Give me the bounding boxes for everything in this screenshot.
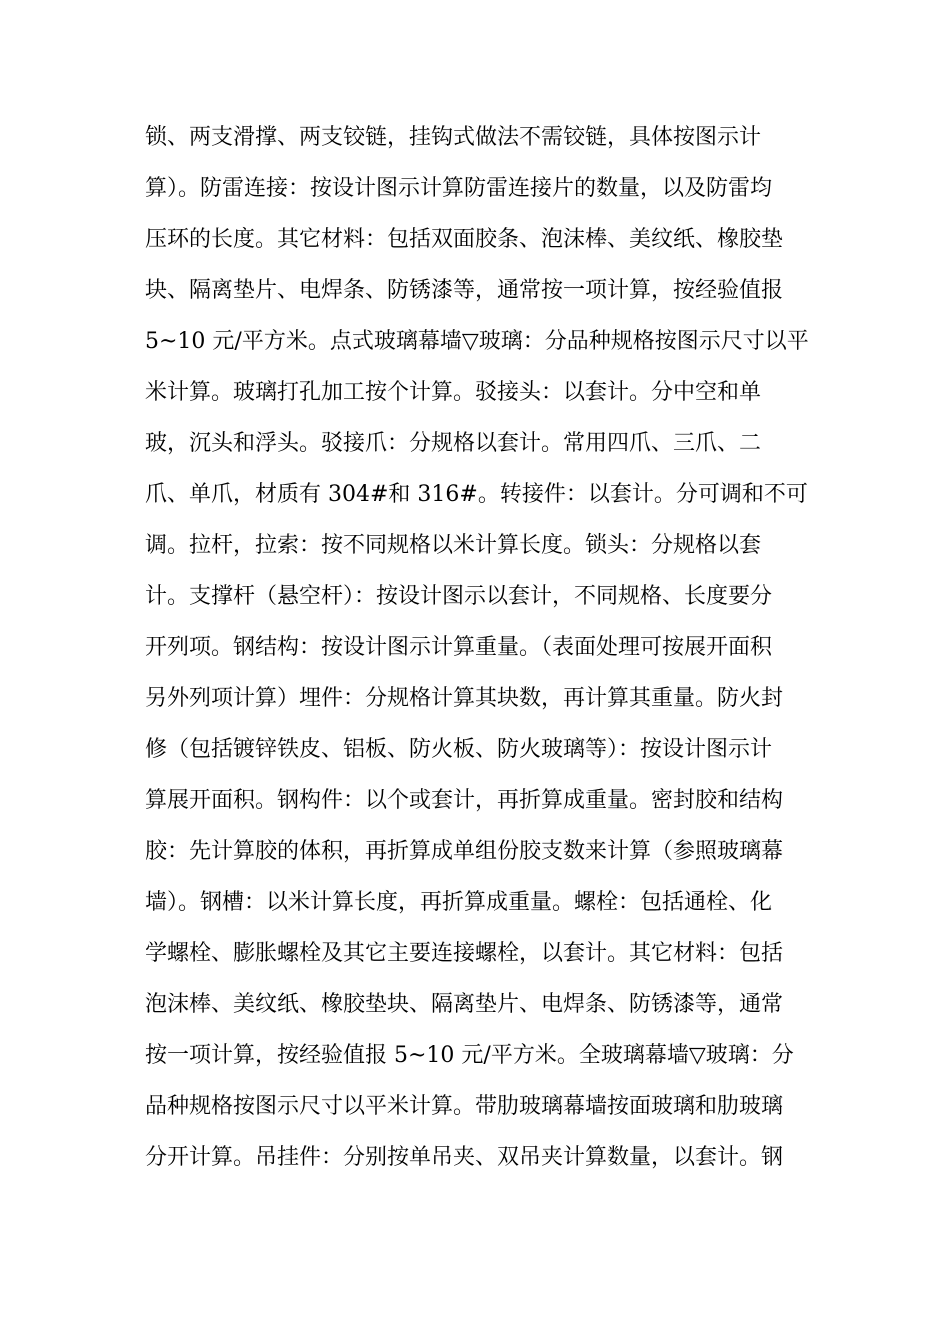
- text-line: 调。拉杆，拉索：按不同规格以米计算长度。锁头：分规格以套: [145, 533, 762, 558]
- text-line: 另外列项计算）埋件：分规格计算其块数，再计算其重量。防火封: [145, 686, 784, 711]
- text-line: 算）。防雷连接：按设计图示计算防雷连接片的数量，以及防雷均: [145, 176, 773, 201]
- body-text: [145, 118, 810, 1189]
- text-line: 品种规格按图示尺寸以平米计算。带肋玻璃幕墙按面玻璃和肋玻璃: [145, 1094, 784, 1119]
- text-line: 学螺栓、膨胀螺栓及其它主要连接螺栓，以套计。其它材料：包括: [145, 941, 784, 966]
- text-line: 算展开面积。钢构件：以个或套计，再折算成重量。密封胶和结构: [145, 788, 784, 813]
- text-line: 爪、单爪，材质有 304#和 316#。转接件：以套计。分可调和不可: [145, 482, 808, 507]
- text-line: 玻，沉头和浮头。驳接爪：分规格以套计。常用四爪、三爪、二: [145, 431, 762, 456]
- text-line: 计。支撑杆（悬空杆）：按设计图示以套计，不同规格、长度要分: [145, 584, 773, 609]
- text-line: 锁、两支滑撑、两支铰链，挂钩式做法不需铰链，具体按图示计: [145, 125, 762, 150]
- text-line: 分开计算。吊挂件：分别按单吊夹、双吊夹计算数量，以套计。钢: [145, 1145, 784, 1170]
- text-line: 开列项。钢结构：按设计图示计算重量。（表面处理可按展开面积: [145, 635, 773, 660]
- text-line: 5~10 元/平方米。点式玻璃幕墙▽玻璃：分品种规格按图示尺寸以平: [145, 329, 809, 354]
- text-line: 墙）。钢槽：以米计算长度，再折算成重量。螺栓：包括通栓、化: [145, 890, 773, 915]
- text-line: 米计算。玻璃打孔加工按个计算。驳接头：以套计。分中空和单: [145, 380, 762, 405]
- text-line: 压环的长度。其它材料：包括双面胶条、泡沫棒、美纹纸、橡胶垫: [145, 227, 784, 252]
- text-line: 按一项计算，按经验值报 5~10 元/平方米。全玻璃幕墙▽玻璃：分: [145, 1043, 794, 1068]
- text-line: 胶：先计算胶的体积，再折算成单组份胶支数来计算（参照玻璃幕: [145, 839, 784, 864]
- text-line: 块、隔离垫片、电焊条、防锈漆等，通常按一项计算，按经验值报: [145, 278, 784, 303]
- text-line: 泡沫棒、美纹纸、橡胶垫块、隔离垫片、电焊条、防锈漆等，通常: [145, 992, 784, 1017]
- text-line: 修（包括镀锌铁皮、铝板、防火板、防火玻璃等）：按设计图示计: [145, 737, 773, 762]
